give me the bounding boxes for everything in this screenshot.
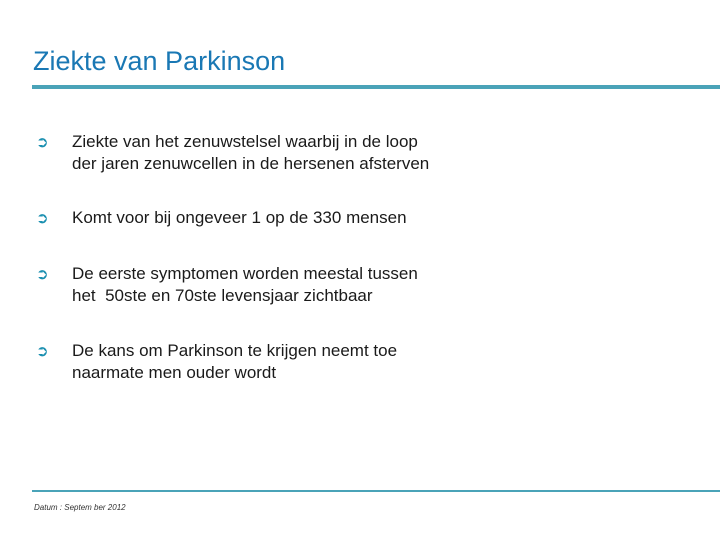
bullet-line: het 50ste en 70ste levensjaar zichtbaar [72,286,373,305]
footer-divider [32,490,720,492]
bullet-text [72,207,632,229]
arrow-bullet-icon: ➲ [36,209,49,227]
arrow-bullet-icon: ➲ [36,342,49,360]
arrow-bullet-icon: ➲ [36,265,49,283]
bullet-line: De eerste symptomen worden meestal tussen [72,264,418,283]
bullet-text [72,263,632,307]
bullet-text [72,131,632,175]
bullet-text [72,340,632,384]
bullet-line: De kans om Parkinson te krijgen neemt toe [72,341,398,360]
bullet-line: Ziekte van het zenuwstelsel waarbij in de loop [72,132,418,151]
title-divider [32,85,720,89]
footer-date: Datum : Septem ber 2012 [34,503,126,512]
bullet-line: Komt voor bij ongeveer 1 op de 330 mensen [72,208,407,227]
arrow-bullet-icon: ➲ [36,133,49,151]
bullet-line: der jaren zenuwcellen in de hersenen afsterven [72,154,430,173]
bullet-line: naarmate men ouder wordt [72,363,277,382]
slide-title: Ziekte van Parkinson [33,46,286,76]
